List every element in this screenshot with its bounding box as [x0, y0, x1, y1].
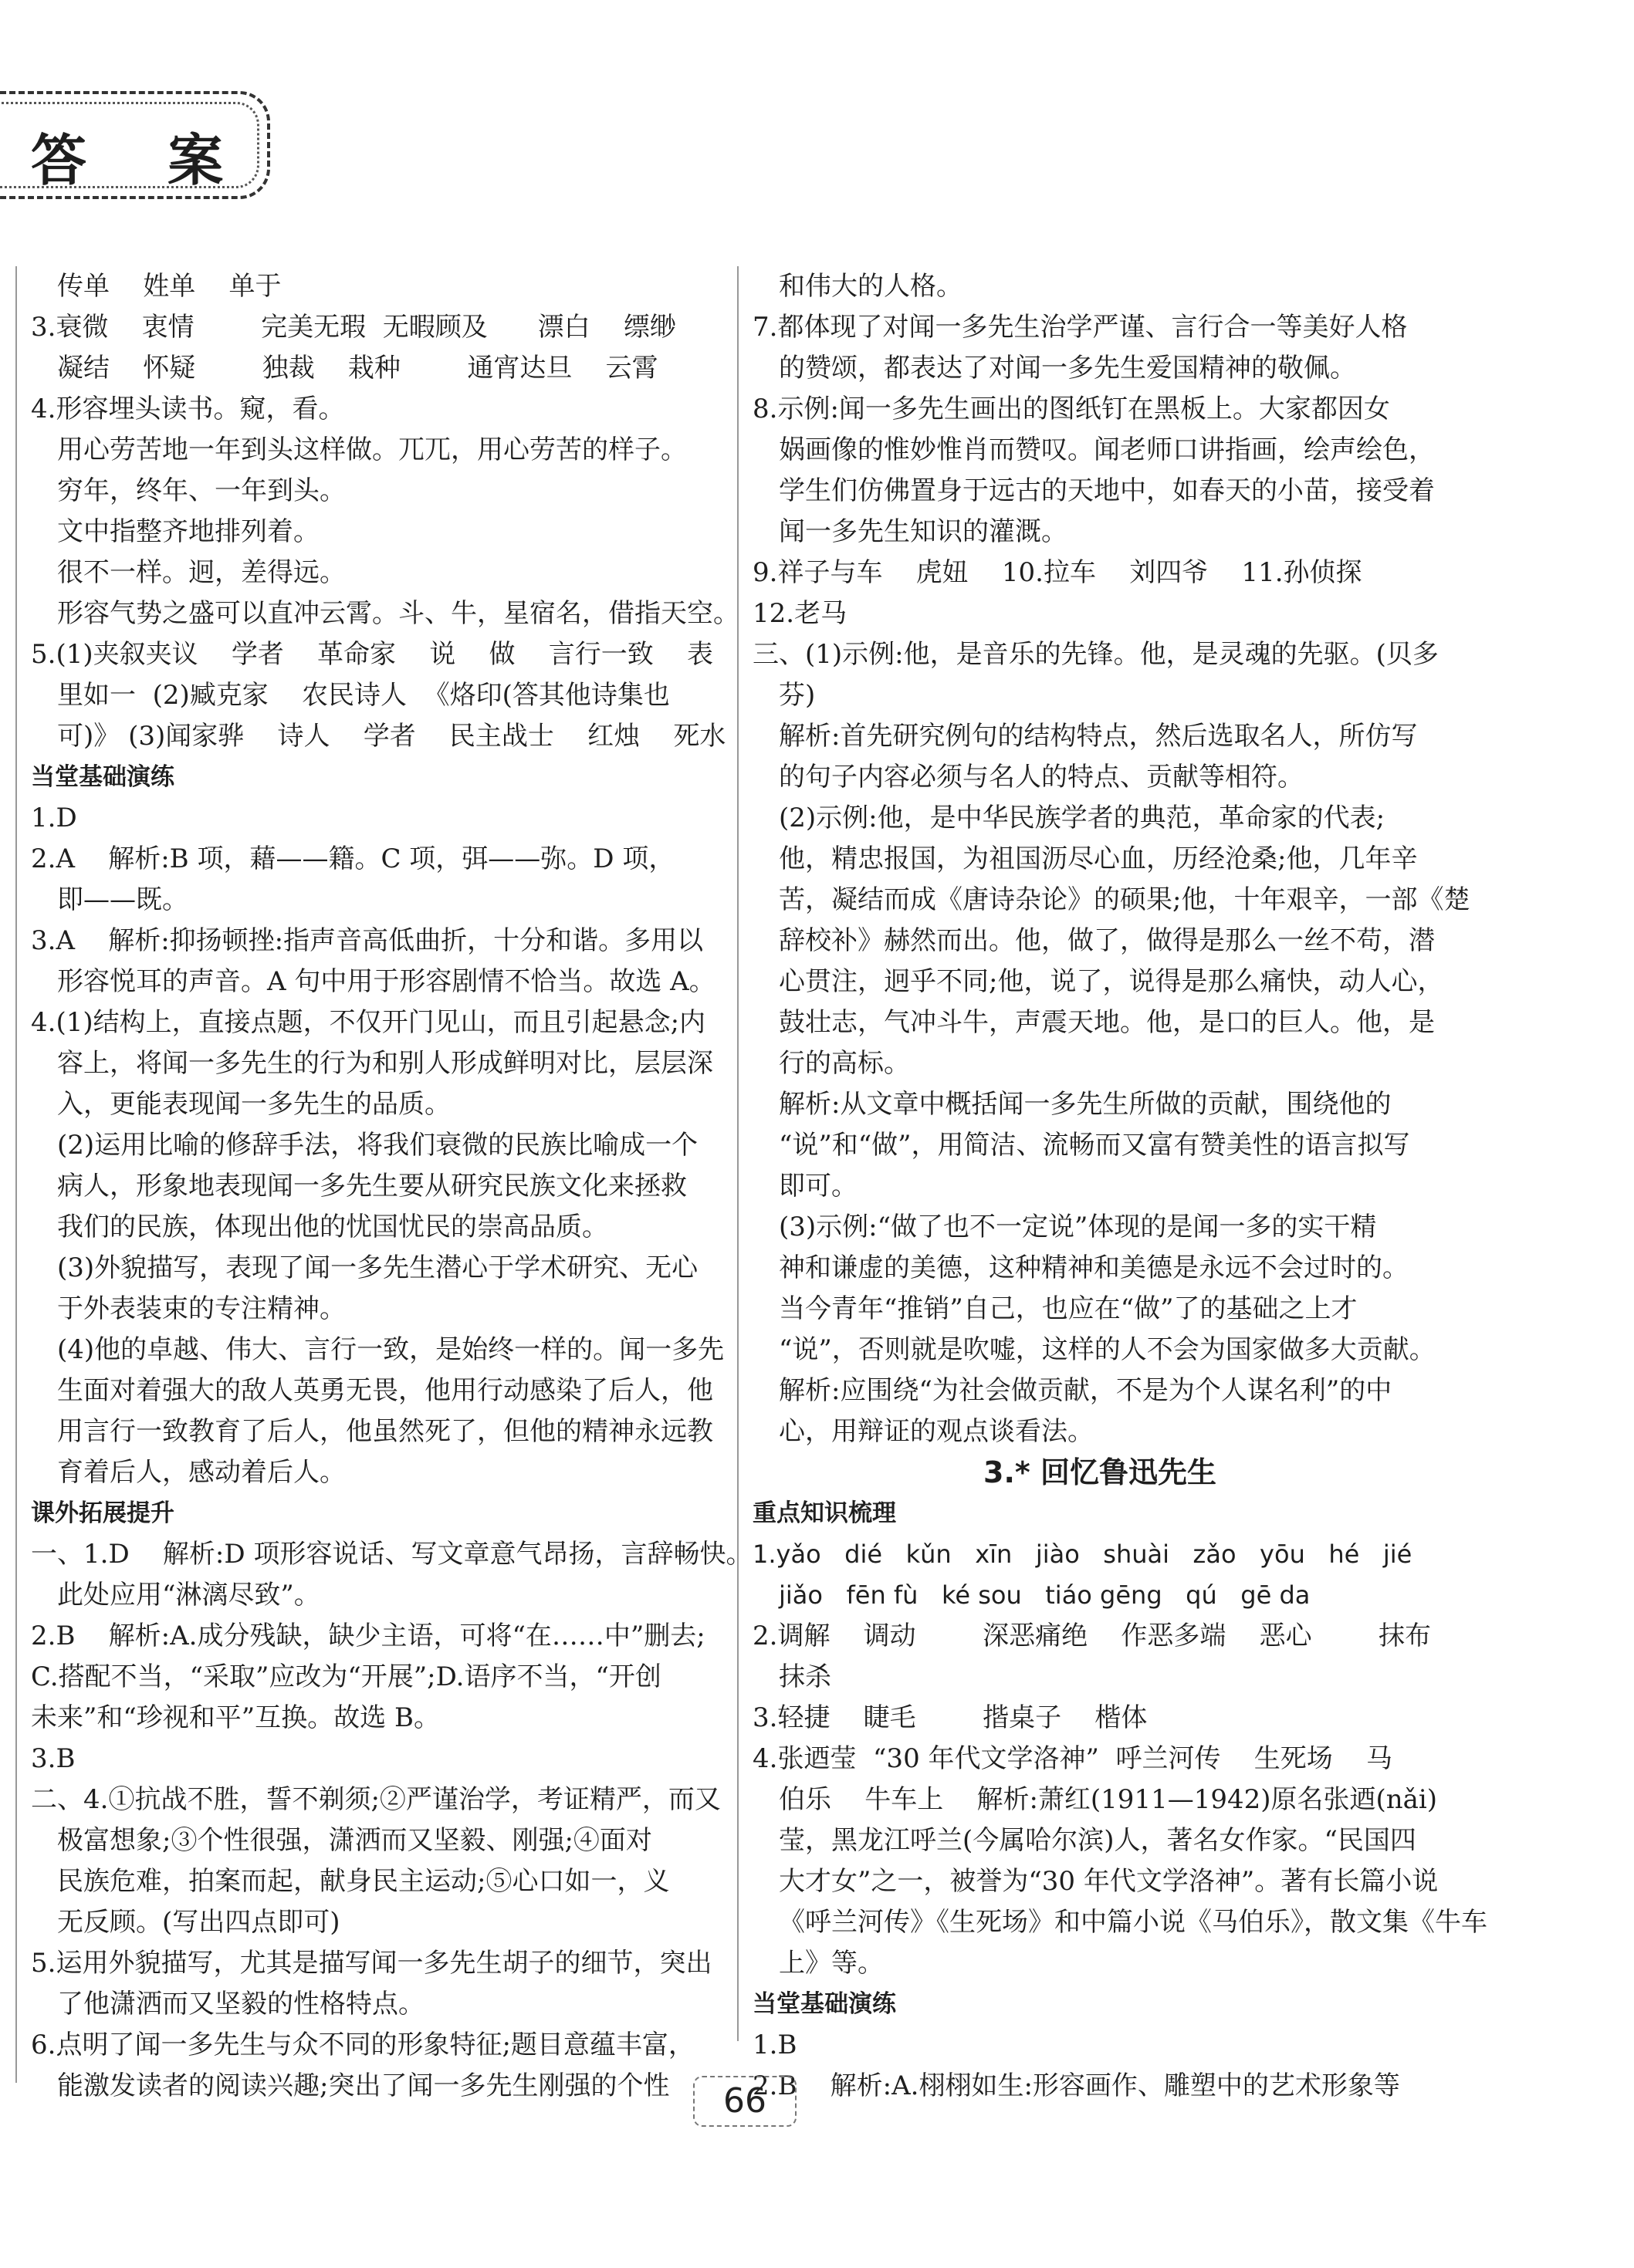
- right-line: 1.yǎo dié kǔn xīn jiào shuài zǎo yōu hé jié: [753, 1540, 1412, 1569]
- left-column: [31, 266, 753, 2107]
- right-line: 和伟大的人格。: [779, 271, 962, 302]
- right-line: (2)示例:他，是中华民族学者的典范，革命家的代表;: [779, 803, 1385, 833]
- left-line: 凝结 怀疑 独裁 栽种 通宵达旦 云霄: [57, 353, 658, 384]
- column-divider: [737, 266, 739, 2041]
- left-line: 一、1.D 解析:D 项形容说话、写文章意气昂扬，言辞畅快。: [31, 1539, 753, 1570]
- right-line: 学生们仿佛置身于远古的天地中，如春天的小苗，接受着: [779, 475, 1435, 506]
- right-line: 莹，黑龙江呼兰(今属哈尔滨)人，著名女作家。“民国四: [779, 1825, 1416, 1856]
- right-line: 2.调解 调动 深恶痛绝 作恶多端 恶心 抹布: [753, 1621, 1432, 1651]
- right-column: [753, 266, 1487, 2107]
- right-line: 他，精忠报国，为祖国沥尽心血，历经沧桑;他，几年辛: [779, 843, 1418, 874]
- left-line: 极富想象;③个性很强，潇洒而又坚毅、刚强;④面对: [57, 1825, 652, 1856]
- right-line: 上》等。: [779, 1948, 884, 1979]
- right-line: 闻一多先生知识的灌溉。: [779, 516, 1067, 547]
- right-line: 重点知识梳理: [753, 1499, 896, 1527]
- left-line: 形容气势之盛可以直冲云霄。斗、牛，星宿名，借指天空。: [57, 598, 739, 629]
- right-line: 神和谦虚的美德，这种精神和美德是永远不会过时的。: [779, 1252, 1409, 1283]
- left-line: 即——既。: [57, 884, 188, 915]
- left-line: C.搭配不当，“采取”应改为“开展”;D.语序不当，“开创: [31, 1661, 661, 1692]
- left-line: 3.B: [31, 1743, 76, 1774]
- right-line: 2.B 解析:A.栩栩如生:形容画作、雕塑中的艺术形象等: [753, 2070, 1400, 2101]
- left-line: (4)他的卓越、伟大、言行一致，是始终一样的。闻一多先: [57, 1334, 725, 1365]
- left-line: 当堂基础演练: [31, 763, 174, 791]
- left-line: 5.(1)夹叙夹议 学者 革命家 说 做 言行一致 表: [31, 639, 713, 670]
- right-line: 3.轻捷 睫毛 揩桌子 楷体: [753, 1702, 1148, 1733]
- right-line: 当堂基础演练: [753, 1990, 896, 2018]
- left-line: 6.点明了闻一多先生与众不同的形象特征;题目意蕴丰富，: [31, 2030, 695, 2060]
- left-line: 2.A 解析:B 项，藉——籍。C 项，弭——弥。D 项，: [31, 843, 675, 874]
- left-line: (3)外貌描写，表现了闻一多先生潜心于学术研究、无心: [57, 1252, 699, 1283]
- left-line: 3.衰微 衷情 完美无瑕 无暇顾及 漂白 缥缈: [31, 312, 676, 343]
- left-line: 4.(1)结构上，直接点题，不仅开门见山，而且引起悬念;内: [31, 1007, 706, 1038]
- left-line: 文中指整齐地排列着。: [57, 516, 320, 547]
- left-line: 能激发读者的阅读兴趣;突出了闻一多先生刚强的个性: [57, 2070, 670, 2101]
- left-line: 无反顾。(写出四点即可): [57, 1907, 340, 1938]
- left-line: 传单 姓单 单于: [57, 271, 282, 302]
- left-line: 容上，将闻一多先生的行为和别人形成鲜明对比，层层深: [57, 1048, 713, 1079]
- left-line: 5.运用外貌描写，尤其是描写闻一多先生胡子的细节，突出: [31, 1948, 712, 1979]
- right-line: 的赞颂，都表达了对闻一多先生爱国精神的敬佩。: [779, 353, 1356, 384]
- right-line: 解析:应围绕“为社会做贡献，不是为个人谋名利”的中: [779, 1375, 1392, 1406]
- left-line: 4.形容埋头读书。窥，看。: [31, 394, 345, 424]
- left-line: 病人，形象地表现闻一多先生要从研究民族文化来拯救: [57, 1171, 687, 1202]
- left-line: 穷年，终年、一年到头。: [57, 475, 346, 506]
- right-line: “说”，否则就是吹嘘，这样的人不会为国家做多大贡献。: [779, 1334, 1436, 1365]
- left-line: 可)》 (3)闻家骅 诗人 学者 民主战士 红烛 死水: [57, 721, 726, 752]
- right-line: 行的高标。: [779, 1048, 910, 1079]
- right-line: 心贯注，迥乎不同;他，说了，说得是那么痛快，动人心，: [779, 966, 1444, 997]
- left-line: 我们的民族，体现出他的忧国忧民的崇高品质。: [57, 1212, 608, 1242]
- left-line: 了他潇洒而又坚毅的性格特点。: [57, 1989, 425, 2020]
- right-line: 大才女”之一，被誉为“30 年代文学洛神”。著有长篇小说: [779, 1866, 1439, 1897]
- right-line: (3)示例:“做了也不一定说”体现的是闻一多的实干精: [779, 1212, 1377, 1242]
- right-line: 《呼兰河传》《生死场》和中篇小说《马伯乐》，散文集《牛车: [779, 1907, 1487, 1938]
- right-line: 苦，凝结而成《唐诗杂论》的硕果;他，十年艰辛，一部《楚: [779, 884, 1470, 915]
- right-line: 辞校补》赫然而出。他，做了，做得是那么一丝不苟，潜: [779, 925, 1435, 956]
- page-number: 66: [693, 2076, 797, 2127]
- right-line: 8.示例:闻一多先生画出的图纸钉在黑板上。大家都因女: [753, 394, 1390, 424]
- right-line: “说”和“做”，用简洁、流畅而又富有赞美性的语言拟写: [779, 1130, 1410, 1161]
- right-line: 7.都体现了对闻一多先生治学严谨、言行合一等美好人格: [753, 312, 1408, 343]
- right-line: 抹杀: [779, 1661, 831, 1692]
- left-line: 课外拓展提升: [31, 1499, 174, 1527]
- left-line: 1.D: [31, 803, 77, 833]
- left-line: 用言行一致教育了后人，他虽然死了，但他的精神永远教: [57, 1416, 713, 1447]
- left-line: 于外表装束的专注精神。: [57, 1293, 346, 1324]
- left-line: 形容悦耳的声音。A 句中用于形容剧情不恰当。故选 A。: [57, 966, 716, 997]
- left-line: 民族危难，拍案而起，献身民主运动;⑤心口如一，义: [57, 1866, 670, 1897]
- right-line: 3.* 回忆鲁迅先生: [983, 1455, 1216, 1489]
- left-line: 2.B 解析:A.成分残缺，缺少主语，可将“在……中”删去;: [31, 1621, 705, 1651]
- right-line: 解析:从文章中概括闻一多先生所做的贡献，围绕他的: [779, 1089, 1392, 1120]
- right-line: 的句子内容必须与名人的特点、贡献等相符。: [779, 762, 1304, 793]
- answer-header-title: 答 案: [31, 128, 255, 193]
- right-line: 心，用辩证的观点谈看法。: [779, 1416, 1094, 1447]
- left-line: 入，更能表现闻一多先生的品质。: [57, 1089, 451, 1120]
- left-line: 里如一 (2)臧克家 农民诗人 《烙印(答其他诗集也: [57, 680, 670, 711]
- left-line: 育着后人，感动着后人。: [57, 1457, 346, 1488]
- left-margin-rule: [15, 266, 17, 2083]
- right-line: 伯乐 牛车上 解析:萧红(1911—1942)原名张迺(nǎi): [779, 1784, 1438, 1815]
- left-line: 生面对着强大的敌人英勇无畏，他用行动感染了后人，他: [57, 1375, 713, 1406]
- right-line: 1.B: [753, 2030, 797, 2060]
- right-line: 4.张迺莹 “30 年代文学洛神” 呼兰河传 生死场 马: [753, 1743, 1392, 1774]
- right-line: 鼓壮志，气冲斗牛，声震天地。他，是口的巨人。他，是: [779, 1007, 1435, 1038]
- left-line: 用心劳苦地一年到头这样做。兀兀，用心劳苦的样子。: [57, 434, 687, 465]
- right-line: jiǎo fēn fù ké sou tiáo gēng qú gē da: [779, 1580, 1311, 1610]
- left-line: (2)运用比喻的修辞手法，将我们衰微的民族比喻成一个: [57, 1130, 699, 1161]
- left-line: 二、4.①抗战不胜，誓不剃须;②严谨治学，考证精严，而又: [31, 1784, 721, 1815]
- right-line: 芬): [779, 680, 816, 711]
- left-line: 此处应用“淋漓尽致”。: [57, 1580, 320, 1611]
- left-line: 3.A 解析:抑扬顿挫:指声音高低曲折，十分和谐。多用以: [31, 925, 704, 956]
- right-line: 三、(1)示例:他，是音乐的先锋。他，是灵魂的先驱。(贝多: [753, 639, 1439, 670]
- left-line: 未来”和“珍视和平”互换。故选 B。: [31, 1702, 440, 1733]
- right-line: 9.祥子与车 虎妞 10.拉车 刘四爷 11.孙侦探: [753, 557, 1362, 588]
- right-line: 娲画像的惟妙惟肖而赞叹。闻老师口讲指画，绘声绘色，: [779, 434, 1435, 465]
- right-line: 解析:首先研究例句的结构特点，然后选取名人，所仿写: [779, 721, 1418, 752]
- right-line: 当今青年“推销”自己，也应在“做”了的基础之上才: [779, 1293, 1358, 1324]
- right-line: 12.老马: [753, 598, 847, 629]
- left-line: 很不一样。迥，差得远。: [57, 557, 346, 588]
- right-line: 即可。: [779, 1171, 858, 1202]
